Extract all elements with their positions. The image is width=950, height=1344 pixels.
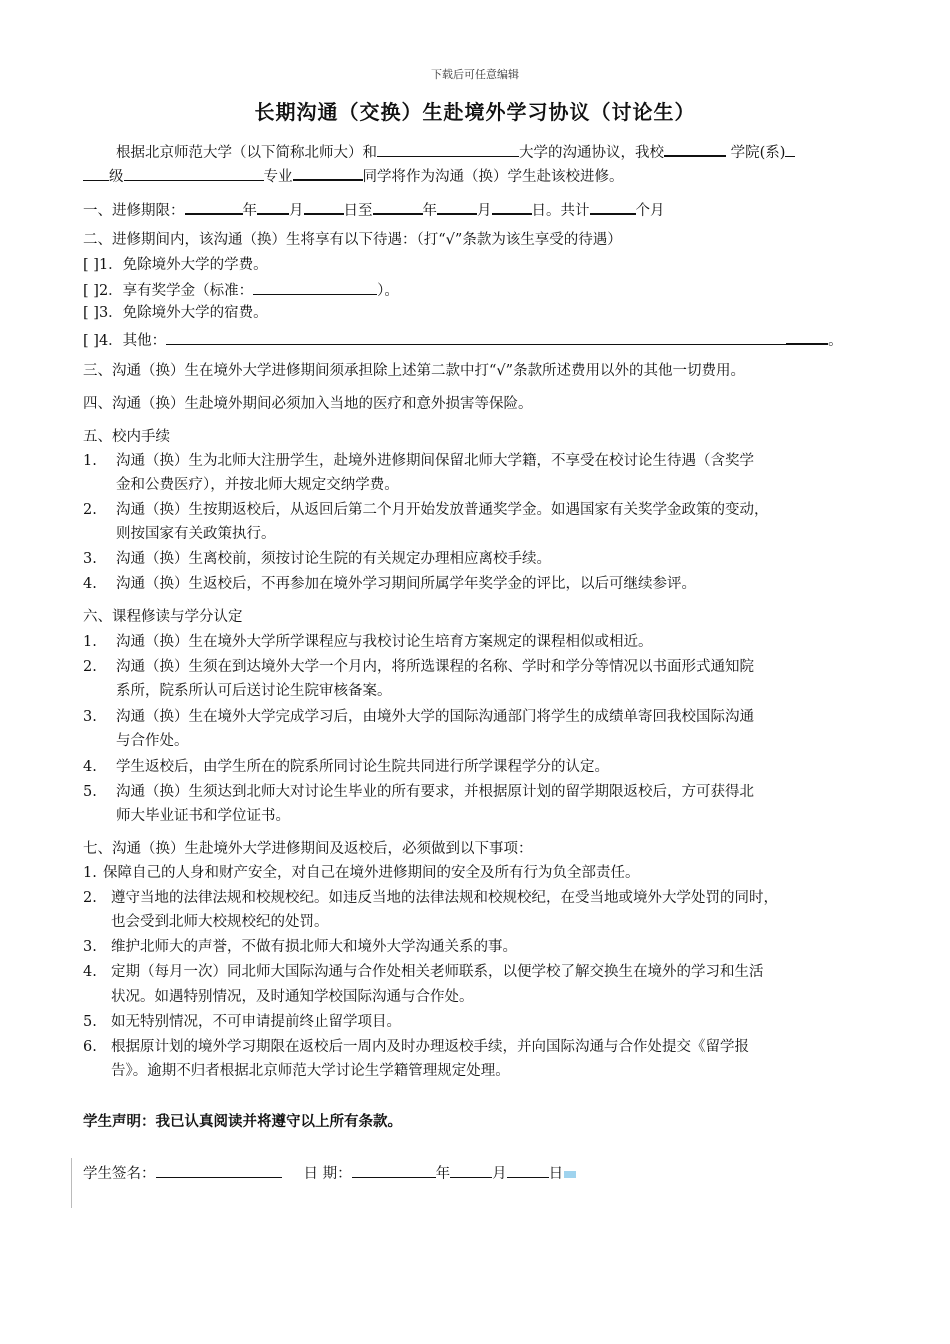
scholarship-standard-blank[interactable] — [253, 279, 377, 295]
s6-item-5-l1: 沟通（换）生须达到北师大对讨论生毕业的所有要求，并根据原计划的留学期限返校后，方可获得北 — [116, 784, 754, 800]
date-year-text: 年 — [435, 1166, 451, 1182]
s6-item-2-l2: 系所，院系所认可后送讨论生院审核备案。 — [116, 683, 392, 699]
s7-item-6-l2: 告》。逾期不归者根据北京师范大学讨论生学籍管理规定处理。 — [111, 1063, 510, 1079]
benefit-text-2-end: ）。 — [377, 283, 399, 299]
s5-item-4-l1: 沟通（换）生返校后，不再参加在境外学习期间所属学年奖学金的评比，以后可继续参评。 — [116, 576, 696, 592]
page-title: 长期沟通（交换）生赴境外学习协议（讨论生） — [254, 100, 696, 124]
signature-blank[interactable] — [156, 1162, 282, 1178]
benefit-checkbox-2[interactable]: [ ] — [83, 283, 99, 299]
benefit-checkbox-1[interactable]: [ ] — [83, 257, 99, 273]
grade-blank-a[interactable] — [785, 141, 795, 157]
s7-item-4-l1: 定期（每月一次）同北师大国际沟通与合作处相关老师联系，以便学校了解交换生在境外的学习和生活 — [111, 964, 764, 980]
s5-item-2-l1: 沟通（换）生按期返校后，从返回后第二个月开始发放普通奖学金。如遇国家有关奖学金政策的变动， — [116, 502, 769, 518]
date-day-blank[interactable] — [507, 1162, 549, 1178]
benefit-item-1 — [83, 255, 268, 275]
intro-text-6: 同学将作为沟通（换）学生赴该校进修。 — [362, 169, 624, 185]
section3-text: 三、沟通（换）生在境外大学进修期间须承担除上述第二款中打“√”条款所述费用以外的其他一切费用。 — [83, 363, 746, 379]
s5-num-3: 3. — [83, 551, 97, 567]
benefit-text-2: 2．享有奖学金（标准： — [98, 283, 254, 299]
s6-num-5: 5. — [83, 784, 97, 800]
intro-text-4: 级 — [109, 169, 124, 185]
benefit-checkbox-3[interactable]: [ ] — [83, 305, 99, 321]
period-label: 一、进修期限： — [83, 203, 185, 219]
s5-item-1-l2: 金和公费医疗），并按北师大规定交纳学费。 — [116, 477, 399, 493]
total-months-blank[interactable] — [590, 198, 636, 215]
s7-item-2-l1: 遵守当地的法律法规和校规校纪。如违反当地的法律法规和校规校纪，在受当地或境外大学处罚的同时， — [111, 890, 778, 906]
benefit-item-4 — [83, 328, 843, 351]
s7-num-5: 5. — [83, 1014, 97, 1030]
student-name-blank[interactable] — [293, 164, 363, 181]
benefit-item-3 — [83, 303, 268, 323]
end-year-blank[interactable] — [373, 198, 423, 215]
s5-item-1-l1: 沟通（换）生为北师大注册学生，赴境外进修期间保留北师大学籍，不享受在校讨论生待遇（含奖学 — [116, 453, 754, 469]
start-year-blank[interactable] — [185, 198, 243, 215]
date-day-text: 日 — [548, 1166, 564, 1182]
intro-text-2: 大学的沟通协议，我校 — [519, 145, 664, 161]
s6-num-3: 3. — [83, 709, 97, 725]
other-benefit-blank[interactable] — [166, 329, 786, 345]
year-text: 年 — [422, 203, 437, 219]
school-blank[interactable] — [664, 140, 726, 157]
period-line — [83, 198, 665, 221]
month-text: 月 — [477, 203, 492, 219]
start-month-blank[interactable] — [257, 198, 289, 215]
section7-heading: 七、沟通（换）生赴境外大学进修期间及返校后，必须做到以下事项： — [83, 841, 533, 857]
s7-item-1-l1: 保障自己的人身和财产安全，对自己在境外进修期间的安全及所有行为负全部责任。 — [103, 865, 640, 881]
section6-heading: 六、课程修读与学分认定 — [83, 609, 243, 625]
margin-guide — [71, 1158, 72, 1208]
partner-university-blank[interactable] — [377, 141, 519, 157]
date-month-text: 月 — [492, 1166, 507, 1182]
intro-text-5: 专业 — [263, 169, 293, 185]
benefit-checkbox-4[interactable]: [ ] — [83, 333, 99, 349]
s5-num-1: 1. — [83, 453, 97, 469]
date-label: 日 期： — [303, 1166, 352, 1182]
benefit-item-2 — [83, 279, 399, 301]
s7-item-5-l1: 如无特别情况，不可申请提前终止留学项目。 — [111, 1014, 401, 1030]
months-text: 个月 — [635, 203, 665, 219]
day-to-text: 日至 — [343, 203, 373, 219]
s5-num-4: 4. — [83, 576, 97, 592]
s6-num-2: 2. — [83, 659, 97, 675]
s6-num-4: 4. — [83, 759, 97, 775]
s7-num-4: 4. — [83, 964, 97, 980]
section2-heading: 二、进修期间内，该沟通（换）生将享有以下待遇：（打“√”条款为该生享受的待遇） — [83, 232, 622, 248]
s6-item-3-l1: 沟通（换）生在境外大学完成学习后，由境外大学的国际沟通部门将学生的成绩单寄回我校国际沟通 — [116, 709, 754, 725]
s6-item-1-l1: 沟通（换）生在境外大学所学课程应与我校讨论生培育方案规定的课程相似或相近。 — [116, 634, 653, 650]
benefit-text-4: 4．其他： — [98, 333, 167, 349]
intro-text-1: 根据北京师范大学（以下简称北师大）和 — [116, 145, 377, 161]
s6-item-5-l2: 师大毕业证书和学位证书。 — [116, 808, 290, 824]
intro-text-3: 学院(系) — [730, 145, 786, 161]
grade-major-blank[interactable] — [124, 165, 264, 181]
month-text: 月 — [289, 203, 304, 219]
intro-line-2 — [83, 164, 624, 187]
signature-line — [83, 1162, 576, 1184]
s5-item-2-l2: 则按国家有关政策执行。 — [116, 526, 276, 542]
day-total-text: 日。共计 — [531, 203, 590, 219]
year-text: 年 — [242, 203, 257, 219]
start-day-blank[interactable] — [304, 198, 344, 215]
s6-num-1: 1. — [83, 634, 97, 650]
other-benefit-blank-end[interactable] — [786, 328, 828, 345]
s6-item-4-l1: 学生返校后，由学生所在的院系所同讨论生院共同进行所学课程学分的认定。 — [116, 759, 609, 775]
end-month-blank[interactable] — [437, 198, 477, 215]
download-note: 下载后可任意编辑 — [431, 68, 519, 81]
s5-num-2: 2. — [83, 502, 97, 518]
section5-heading: 五、校内手续 — [83, 429, 170, 445]
date-year-blank[interactable] — [352, 1162, 436, 1178]
s7-num-3: 3. — [83, 939, 97, 955]
date-month-blank[interactable] — [450, 1162, 492, 1178]
s7-item-3-l1: 维护北师大的声誉，不做有损北师大和境外大学沟通关系的事。 — [111, 939, 517, 955]
section4-text: 四、沟通（换）生赴境外期间必须加入当地的医疗和意外损害等保险。 — [83, 396, 533, 412]
intro-line-1 — [116, 140, 795, 163]
s7-num-6: 6. — [83, 1039, 97, 1055]
s7-num-2: 2. — [83, 890, 97, 906]
s7-item-4-l2: 状况。如遇特别情况，及时通知学校国际沟通与合作处。 — [111, 989, 474, 1005]
text-cursor-highlight — [564, 1171, 576, 1178]
s5-item-3-l1: 沟通（换）生离校前，须按讨论生院的有关规定办理相应离校手续。 — [116, 551, 551, 567]
s7-item-6-l1: 根据原计划的境外学习期限在返校后一周内及时办理返校手续，并向国际沟通与合作处提交《留学报 — [111, 1039, 749, 1055]
benefit-text-4-end: 。 — [828, 333, 843, 349]
benefit-text-1: 1．免除境外大学的学费。 — [98, 257, 268, 273]
grade-blank-b[interactable] — [83, 165, 109, 181]
end-day-blank[interactable] — [492, 198, 532, 215]
student-declaration: 学生声明：我已认真阅读并将遵守以上所有条款。 — [83, 1113, 402, 1130]
s6-item-3-l2: 与合作处。 — [116, 733, 189, 749]
s7-item-2-l2: 也会受到北师大校规校纪的处罚。 — [111, 914, 329, 930]
s6-item-2-l1: 沟通（换）生须在到达境外大学一个月内，将所选课程的名称、学时和学分等情况以书面形式通知院 — [116, 659, 754, 675]
s7-num-1: 1. — [83, 865, 97, 881]
benefit-text-3: 3．免除境外大学的宿费。 — [98, 305, 268, 321]
signature-label: 学生签名： — [83, 1166, 156, 1182]
